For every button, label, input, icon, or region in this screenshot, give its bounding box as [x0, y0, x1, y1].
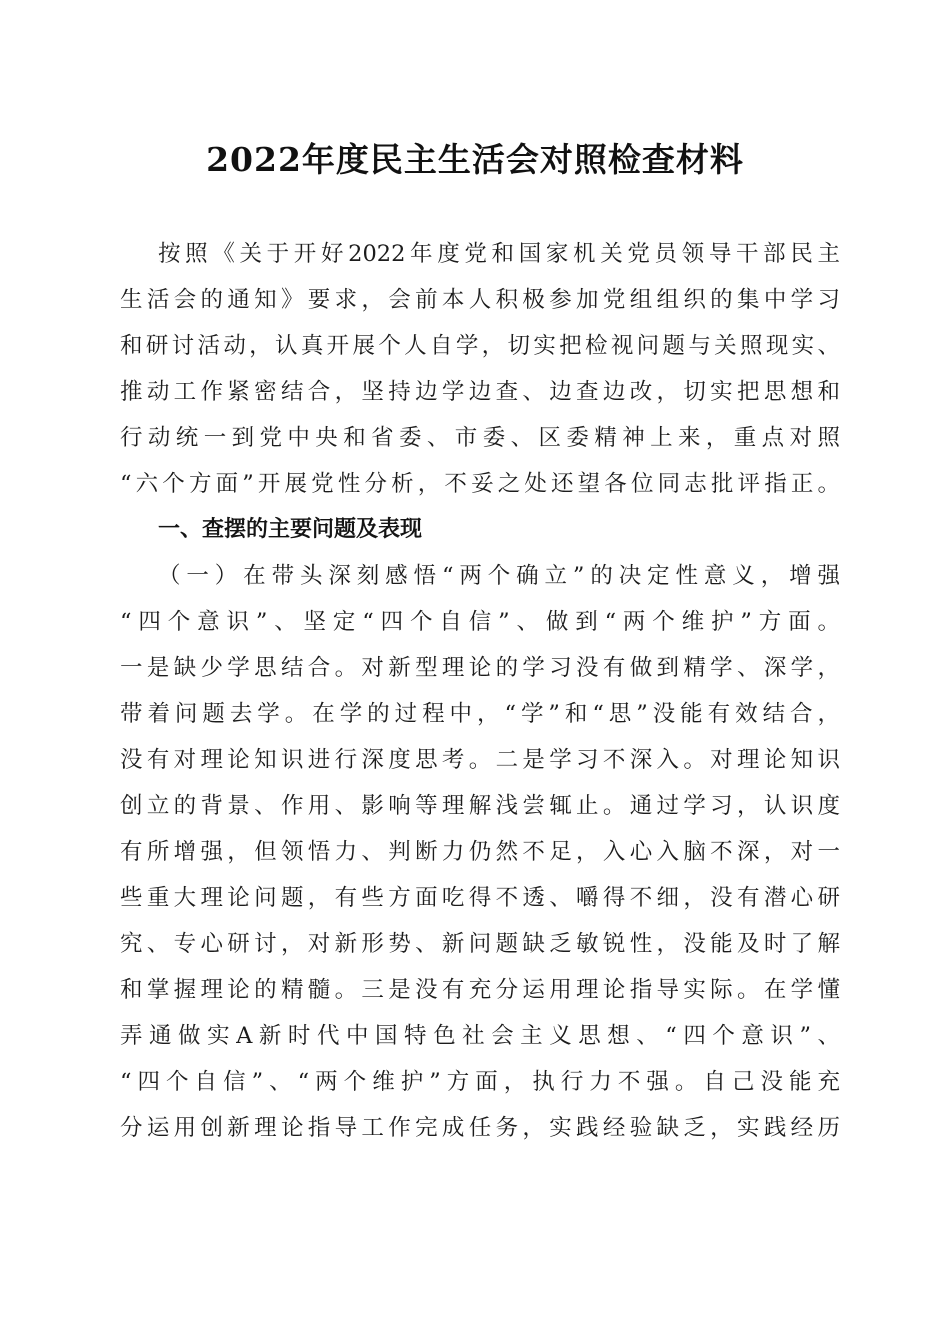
paragraph-line: 分运用创新理论指导工作完成任务，实践经验缺乏，实践经历 — [120, 1115, 840, 1141]
paragraph-line: 按照《关于开好2022年度党和国家机关党员领导干部民主 — [158, 241, 840, 267]
paragraph-line: 一是缺少学思结合。对新型理论的学习没有做到精学、深学， — [120, 655, 840, 681]
paragraph-line: 些重大理论问题，有些方面吃得不透、嚼得不细，没有潜心研 — [120, 885, 840, 911]
paragraph-line: 行动统一到党中央和省委、市委、区委精神上来，重点对照 — [120, 425, 840, 451]
paragraph-line: 和掌握理论的精髓。三是没有充分运用理论指导实际。在学懂 — [120, 977, 840, 1003]
paragraph-line: 弄通做实A新时代中国特色社会主义思想、“四个意识”、 — [120, 1023, 840, 1049]
paragraph-line: 带着问题去学。在学的过程中，“学”和“思”没能有效结合， — [120, 701, 840, 727]
paragraph-line: “四个自信”、“两个维护”方面，执行力不强。自己没能充 — [120, 1069, 840, 1095]
paragraph-line: 和研讨活动，认真开展个人自学，切实把检视问题与关照现实、 — [120, 333, 840, 359]
paragraph-line: 究、专心研讨，对新形势、新问题缺乏敏锐性，没能及时了解 — [120, 931, 840, 957]
paragraph-line: 创立的背景、作用、影响等理解浅尝辄止。通过学习，认识度 — [120, 793, 840, 819]
document-title: 2022年度民主生活会对照检查材料 — [206, 140, 744, 179]
paragraph-line: 有所增强，但领悟力、判断力仍然不足，入心入脑不深，对一 — [120, 839, 840, 865]
paragraph-line: 生活会的通知》要求，会前本人积极参加党组组织的集中学习 — [120, 287, 840, 313]
paragraph-line: “六个方面”开展党性分析，不妥之处还望各位同志批评指正。 — [120, 471, 840, 497]
paragraph-line: 没有对理论知识进行深度思考。二是学习不深入。对理论知识 — [120, 747, 840, 773]
section-heading: 一、查摆的主要问题及表现 — [158, 517, 423, 542]
paragraph-line: 推动工作紧密结合，坚持边学边查、边查边改，切实把思想和 — [120, 379, 840, 405]
subsection-heading-line: “四个意识”、坚定“四个自信”、做到“两个维护”方面。 — [120, 609, 840, 635]
subsection-heading-line: （一）在带头深刻感悟“两个确立”的决定性意义，增强 — [158, 563, 840, 589]
